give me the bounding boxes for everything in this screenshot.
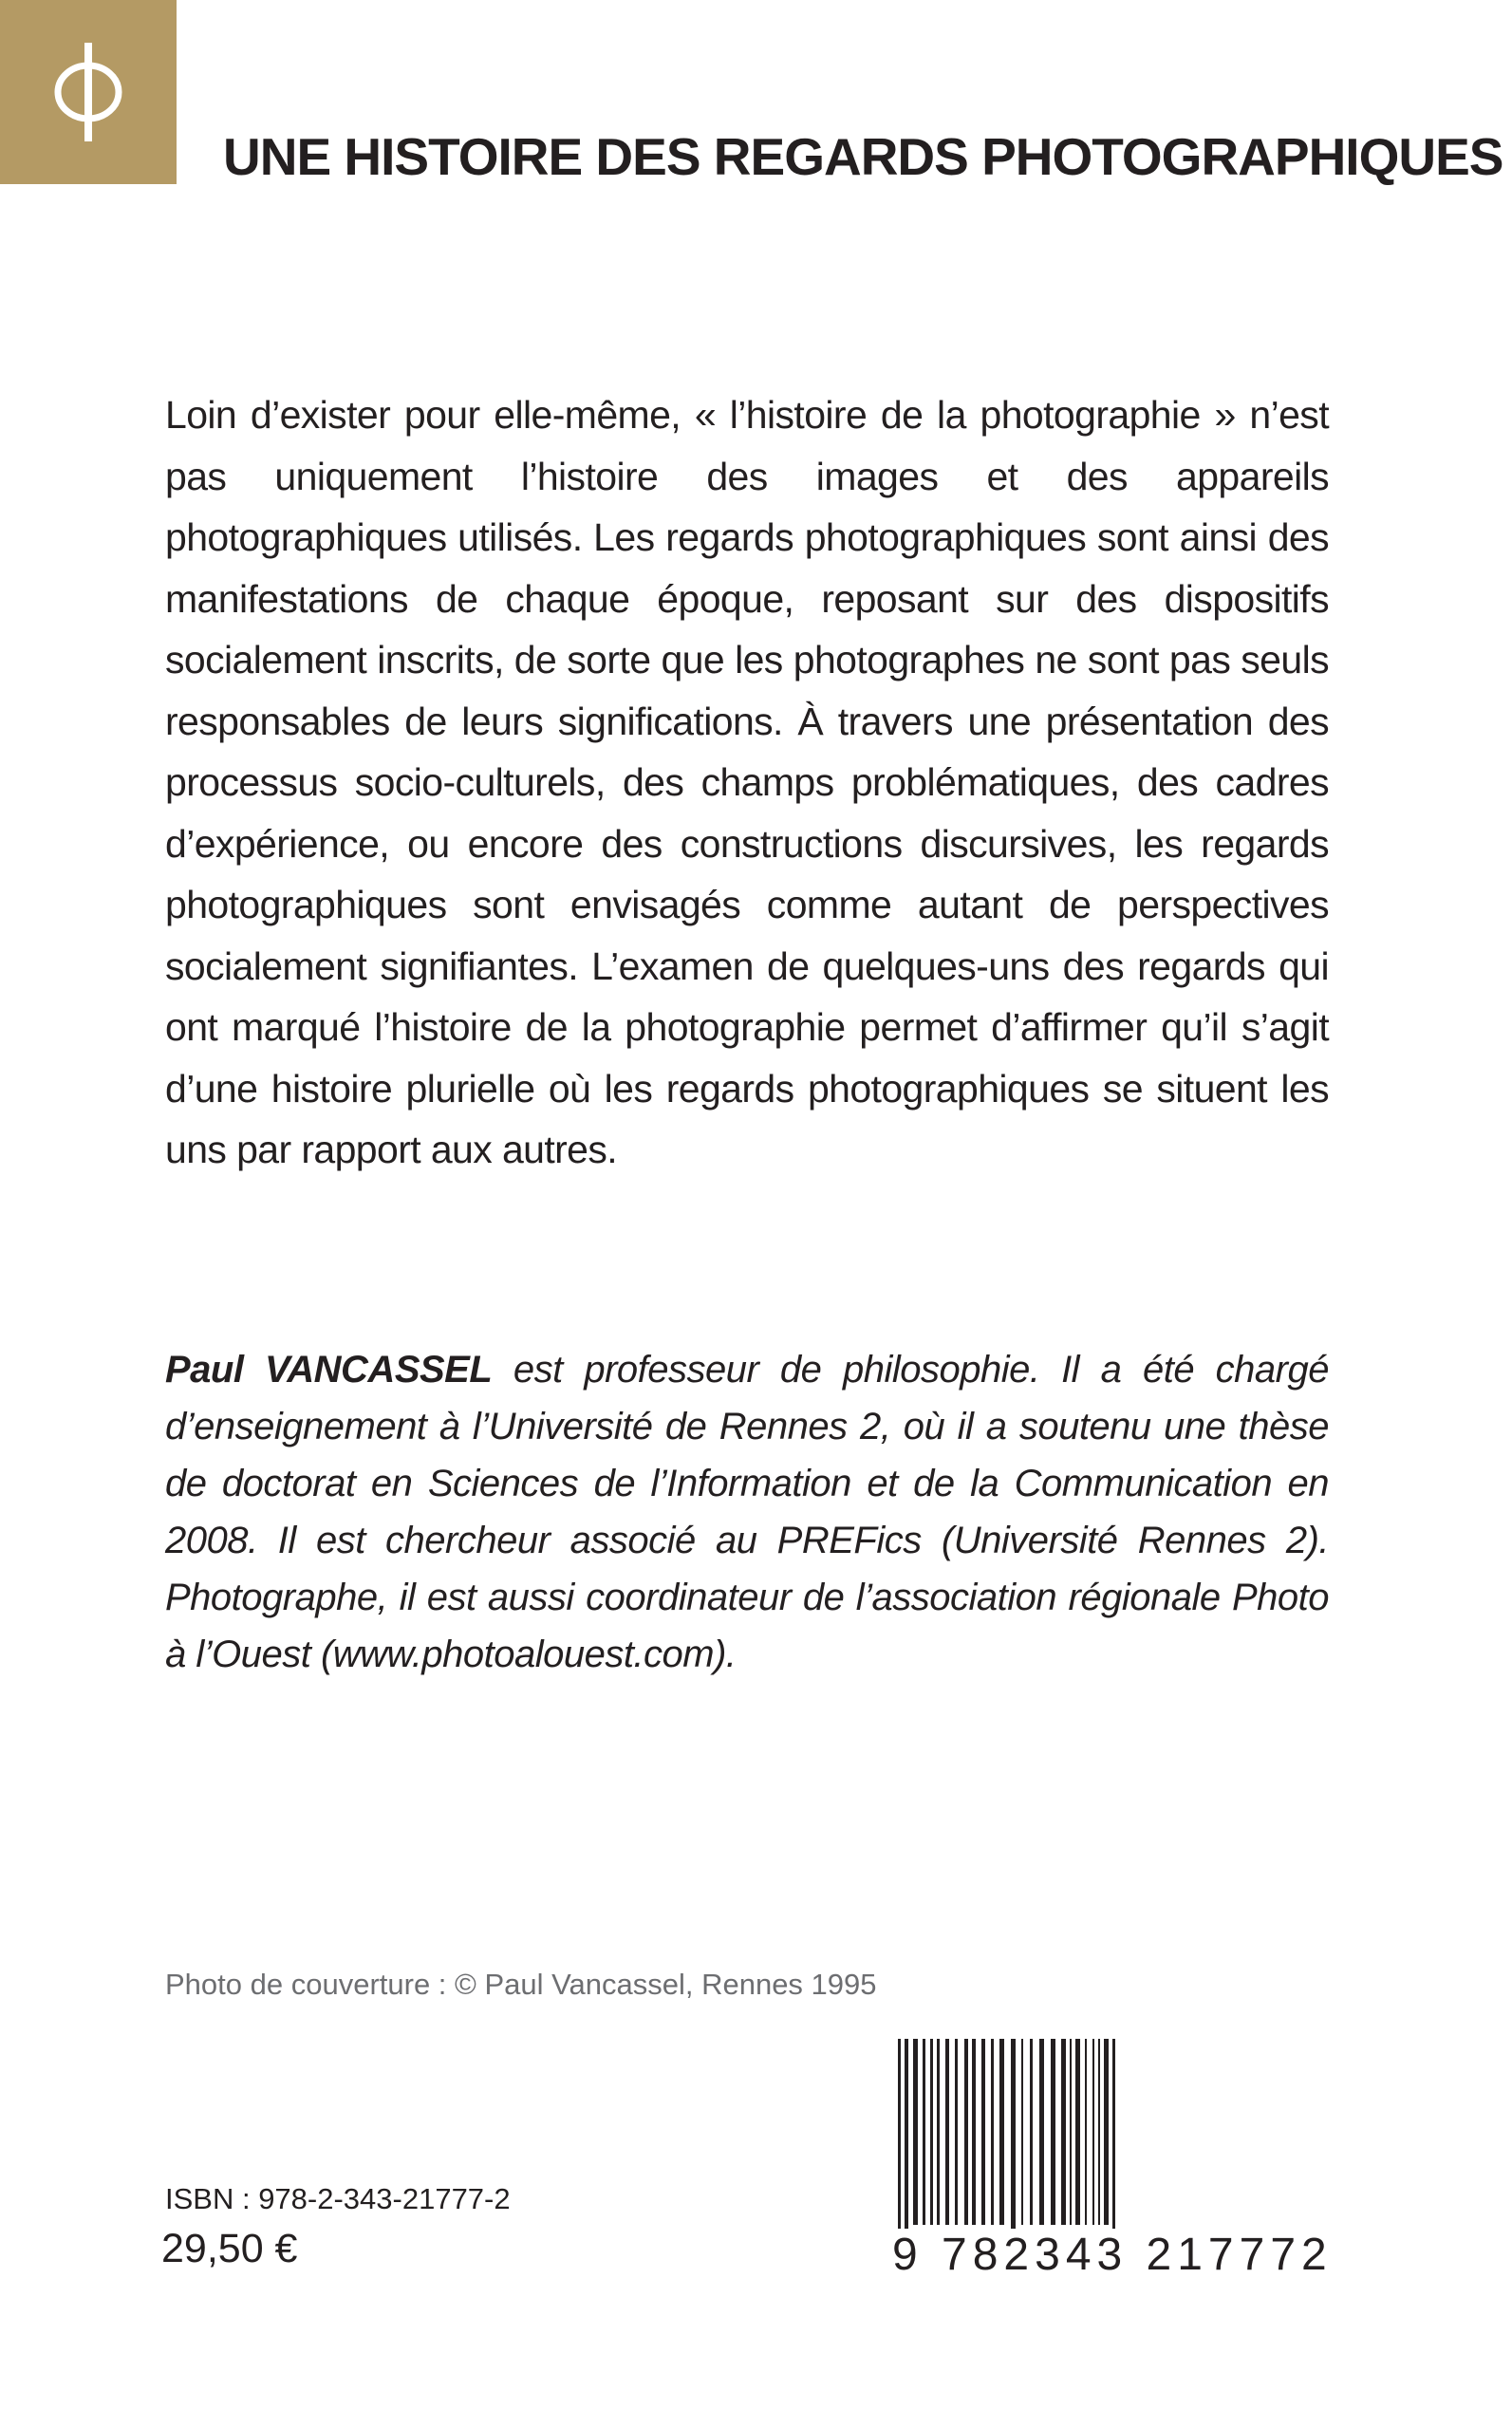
cover-photo-credit: Photo de couverture : © Paul Vancassel, Rennes 1995 [165, 1968, 877, 2001]
barcode-bar [964, 2039, 968, 2225]
barcode-bar [1039, 2039, 1044, 2225]
barcode-bar [955, 2039, 958, 2225]
barcode-bar [1092, 2039, 1094, 2225]
barcode-bar [930, 2039, 933, 2225]
barcode-bar [923, 2039, 925, 2225]
barcode-bars [892, 2039, 1338, 2229]
phi-icon [46, 35, 131, 149]
barcode-bar [945, 2039, 949, 2225]
barcode-bar [991, 2039, 994, 2225]
barcode-bar [1075, 2039, 1080, 2225]
book-description [165, 384, 1329, 1181]
barcode-bar [972, 2039, 976, 2225]
barcode-bar [1030, 2039, 1033, 2225]
barcode-bar [981, 2039, 985, 2225]
barcode-bar [1011, 2039, 1016, 2229]
barcode-bar [1104, 2039, 1109, 2225]
series-title: UNE HISTOIRE DES REGARDS PHOTOGRAPHIQUES [223, 127, 1503, 186]
author-bio-text: est professeur de philosophie. Il a été chargé d’enseignement à l’Université de Rennes 2, où il a soutenu une thèse de doctorat en Sciences de l’Information et de la Communication en 2008. Il est chercheur associé au PREFics (Université Rennes 2). Photographe, il est aussi coordinateur de l’association régionale Photo à l’Ouest (www.photoalouest.com). [165, 1349, 1329, 1675]
author-name: Paul VANCASSEL [165, 1349, 493, 1391]
barcode-bar [1061, 2039, 1066, 2225]
barcode-bar [1098, 2039, 1100, 2225]
barcode-bar [1070, 2039, 1072, 2225]
publisher-logo [0, 0, 177, 184]
isbn: ISBN : 978-2-343-21777-2 [165, 2182, 511, 2215]
barcode-bar [999, 2039, 1004, 2225]
barcode-bar [905, 2039, 908, 2229]
barcode-bar [913, 2039, 918, 2225]
barcode-bar [1112, 2039, 1115, 2229]
description-text: Loin d’exister pour elle-même, « l’histoire de la photographie » n’est pas uniquement l’histoire des images et des appareils photographiques utilisés. Les regards photographiques sont ainsi des manifestations de chaque époque, reposant sur des dispositifs socialement inscrits, de sorte que les photographes ne sont pas seuls responsables de leurs significations. À travers une présentation des processus socio-culturels, des champs problématiques, des cadres d’expérience, ou encore des constructions discursives, les regards photographiques sont envisagés comme autant de perspectives socialement signifiantes. L’examen de quelques-uns des regards qui ont marqué l’histoire de la photographie permet d’affirmer qu’il s’agit d’une histoire plurielle où les regards photographiques se situent les uns par rapport aux autres. [165, 393, 1329, 1171]
barcode-bar [1051, 2039, 1055, 2225]
barcode-bar [1085, 2039, 1087, 2225]
barcode-digits: 9 782343 217772 [892, 2230, 1333, 2280]
barcode-bar [1021, 2039, 1023, 2225]
price: 29,50 € [161, 2226, 298, 2271]
barcode-bar [898, 2039, 901, 2229]
author-bio [165, 1341, 1329, 1683]
barcode-bar [937, 2039, 940, 2225]
